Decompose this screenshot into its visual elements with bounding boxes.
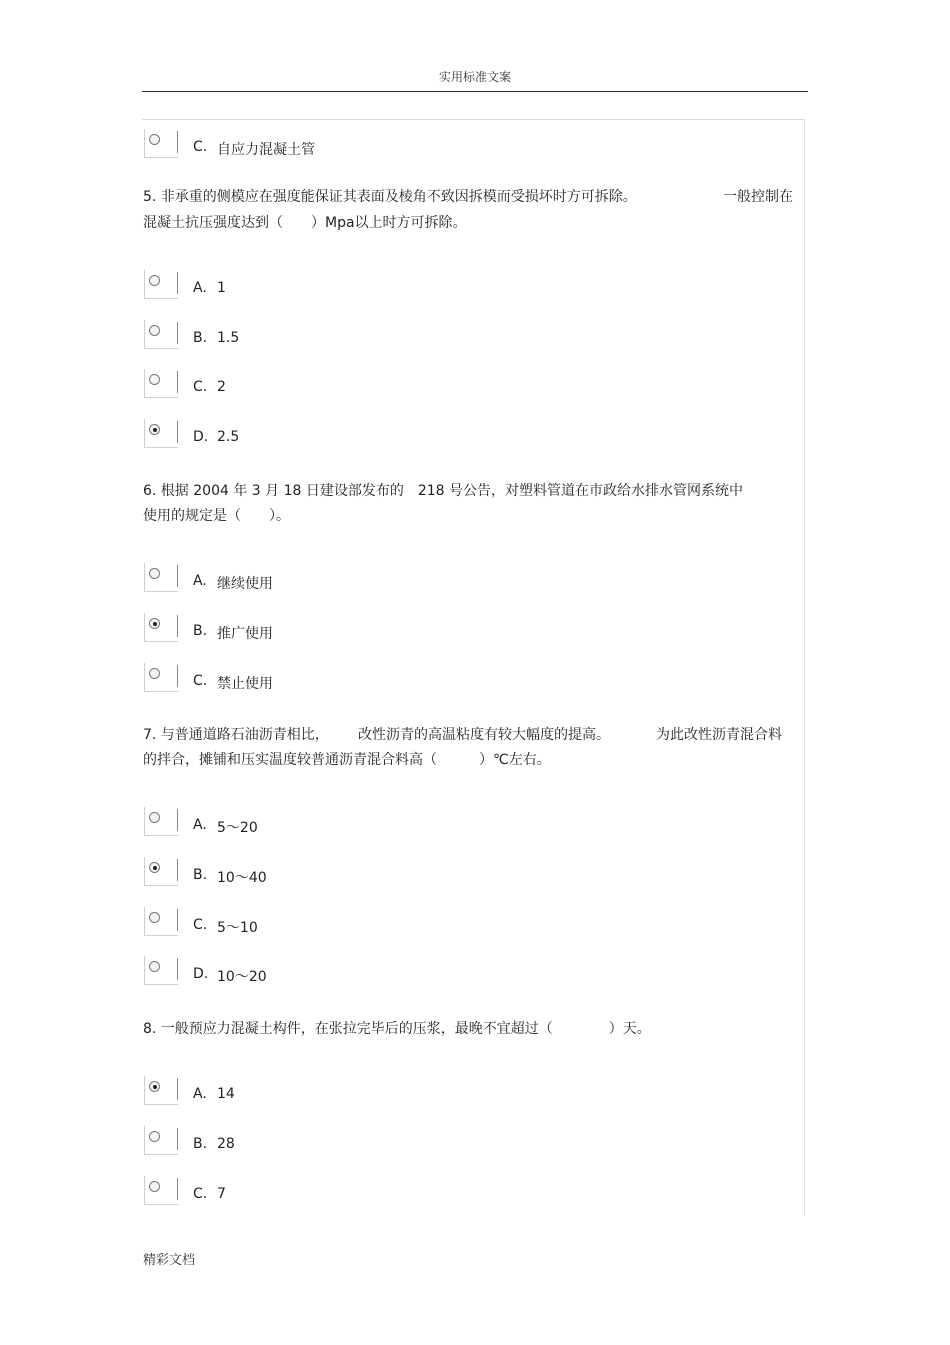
option-text: 28	[217, 1136, 235, 1152]
option-letter: B.	[193, 330, 208, 346]
option-q5-d[interactable]	[142, 419, 442, 451]
radio-button[interactable]	[149, 134, 160, 145]
radio-button[interactable]	[149, 862, 160, 873]
radio-button[interactable]	[149, 961, 160, 972]
option-text: 自应力混凝土管	[217, 142, 315, 158]
option-text: 5～20	[217, 820, 258, 836]
option-q5-a[interactable]	[142, 270, 442, 302]
page-footer: 精彩文档	[143, 1253, 196, 1268]
radio-frame	[144, 956, 178, 985]
option-letter: D.	[193, 966, 209, 982]
question-5-text-line1: 5. 非承重的侧模应在强度能保证其表面及棱角不致因拆模而受损坏时方可拆除。	[143, 189, 637, 205]
radio-frame	[144, 663, 178, 692]
radio-button[interactable]	[149, 325, 160, 336]
question-6-text-line2: 使用的规定是（ ）。	[143, 508, 290, 524]
question-8-text-line1: 8. 一般预应力混凝土构件，在张拉完毕后的压浆，最晚不宜超过（ ）天。	[143, 1021, 651, 1037]
option-letter: B.	[193, 867, 208, 883]
option-text: 10～20	[217, 969, 267, 985]
option-letter: C.	[193, 139, 208, 155]
radio-frame	[144, 857, 178, 886]
option-text: 10～40	[217, 870, 267, 886]
option-q7-d[interactable]	[142, 956, 442, 988]
option-q6-a[interactable]	[142, 563, 442, 595]
question-7-text-line1-mid: 改性沥青的高温粘度有较大幅度的提高。	[358, 727, 610, 743]
radio-button[interactable]	[149, 1131, 160, 1142]
radio-button[interactable]	[149, 275, 160, 286]
radio-button[interactable]	[149, 568, 160, 579]
radio-button[interactable]	[149, 1081, 160, 1092]
option-text: 1	[217, 280, 226, 296]
radio-frame	[144, 907, 178, 936]
option-text: 2	[217, 379, 226, 395]
option-text: 2.5	[217, 429, 240, 445]
question-5-text-line1-end: 一般控制在	[723, 189, 793, 205]
option-q7-c[interactable]	[142, 907, 442, 939]
option-text: 继续使用	[217, 576, 273, 592]
radio-button[interactable]	[149, 668, 160, 679]
radio-frame	[144, 1076, 178, 1105]
question-7-text-line2: 的拌合，摊铺和压实温度较普通沥青混合料高（ ）℃左右。	[143, 752, 551, 768]
question-7-text-line1-end: 为此改性沥青混合料	[656, 727, 782, 743]
option-q7-a[interactable]	[142, 807, 442, 839]
radio-frame	[144, 419, 178, 448]
option-text: 1.5	[217, 330, 240, 346]
option-q6-b[interactable]	[142, 613, 442, 645]
option-letter: C.	[193, 917, 208, 933]
radio-button[interactable]	[149, 374, 160, 385]
header-rule	[142, 91, 808, 92]
option-text: 推广使用	[217, 626, 273, 642]
option-letter: B.	[193, 1136, 208, 1152]
option-letter: A.	[193, 573, 207, 589]
option-q8-b[interactable]	[142, 1126, 442, 1158]
option-letter: C.	[193, 1186, 208, 1202]
radio-frame	[144, 1176, 178, 1205]
radio-frame	[144, 270, 178, 299]
radio-frame	[144, 613, 178, 642]
option-letter: C.	[193, 673, 208, 689]
option-text: 5～10	[217, 920, 258, 936]
option-letter: A.	[193, 1086, 207, 1102]
radio-frame	[144, 320, 178, 349]
option-q5-c[interactable]	[142, 369, 442, 401]
option-letter: D.	[193, 429, 209, 445]
option-letter: A.	[193, 280, 207, 296]
option-letter: B.	[193, 623, 208, 639]
question-5-text-line2: 混凝土抗压强度达到（ ）Mpa以上时方可拆除。	[143, 215, 467, 231]
option-q8-c[interactable]	[142, 1176, 442, 1208]
page-header-title: 实用标准文案	[438, 70, 511, 84]
option-text: 禁止使用	[217, 676, 273, 692]
radio-button[interactable]	[149, 618, 160, 629]
radio-button[interactable]	[149, 1181, 160, 1192]
radio-button[interactable]	[149, 912, 160, 923]
option-letter: A.	[193, 817, 207, 833]
option-q4-c[interactable]	[142, 129, 442, 161]
radio-button[interactable]	[149, 424, 160, 435]
radio-frame	[144, 369, 178, 398]
option-q6-c[interactable]	[142, 663, 442, 695]
option-text: 7	[217, 1186, 226, 1202]
radio-button[interactable]	[149, 812, 160, 823]
question-7-text-line1: 7. 与普通道路石油沥青相比，	[143, 727, 329, 743]
radio-frame	[144, 563, 178, 592]
option-q7-b[interactable]	[142, 857, 442, 889]
option-q8-a[interactable]	[142, 1076, 442, 1108]
radio-frame	[144, 807, 178, 836]
option-text: 14	[217, 1086, 235, 1102]
radio-frame	[144, 1126, 178, 1155]
option-q5-b[interactable]	[142, 320, 442, 352]
question-6-text-line1: 6. 根据 2004 年 3 月 18 日建设部发布的 218 号公告，对塑料管道在市政给水排水管网系统中	[143, 483, 744, 499]
option-letter: C.	[193, 379, 208, 395]
radio-frame	[144, 129, 178, 158]
